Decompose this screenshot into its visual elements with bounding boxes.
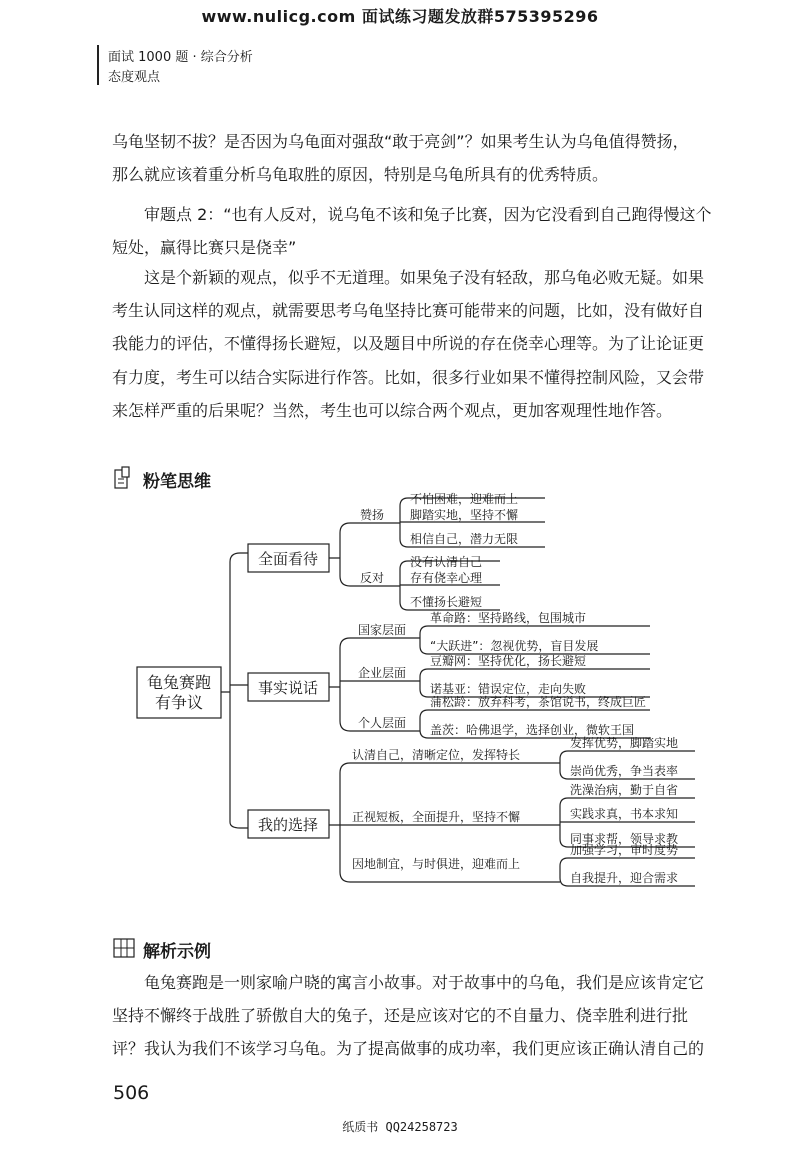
mindmap-branch1-label: 全面看待 (257, 550, 319, 568)
body-line: 有力度，考生可以结合实际进行作答。比如，很多行业如果不懂得控制风险，又会带 (112, 368, 705, 387)
mindmap-sub-label: 因地制宜，与时俱进，迎难而上 (352, 857, 521, 871)
analysis-grid-icon (113, 938, 135, 962)
mindmap-sub-label: 国家层面 (357, 623, 407, 637)
chapter-title: 态度观点 (108, 70, 161, 85)
mindmap-leaf: 不怕困难，迎难而上 (410, 492, 519, 506)
mindmap-leaf: 洗澡治病，勤于自省 (570, 783, 679, 797)
body-line: 考生认同这样的观点，就需要思考乌龟坚持比赛可能带来的问题，比如，没有做好自 (112, 301, 705, 320)
mindmap-branch3-label: 我的选择 (257, 816, 319, 834)
mindmap-leaf: 革命路：坚持路线，包围城市 (430, 611, 587, 625)
mindmap-leaf: 自我提升，迎合需求 (570, 871, 679, 885)
mindmap-leaf: 豆瓣网：坚持优化，扬长避短 (430, 654, 587, 668)
body-line: 审题点 2：“也有人反对，说乌龟不该和兔子比赛，因为它没看到自己跑得慢这个 (144, 205, 712, 224)
mindmap-leaf: 脚踏实地，坚持不懈 (410, 508, 519, 522)
page-number: 506 (113, 1082, 150, 1104)
section-title-analysis: 解析示例 (143, 942, 211, 962)
body-line: 短处，赢得比赛只是侥幸” (112, 238, 297, 257)
mindmap-sub-label: 反对 (359, 571, 385, 585)
watermark-banner: www.nulicg.com 面试练习题发放群575395296 (201, 7, 599, 26)
mindmap-leaf: 崇尚优秀，争当表率 (570, 764, 679, 778)
mindmap-root-line1: 龟兔赛跑 (146, 673, 212, 692)
mindmap-root-line2: 有争议 (154, 693, 204, 712)
mindmap-leaf: 加强学习，审时度势 (570, 843, 679, 857)
body-line: 来怎样严重的后果呢？当然，考生也可以综合两个观点，更加客观理性地作答。 (112, 401, 673, 420)
mindmap-leaf: 蒲松龄：放弃科考，茶馆说书，终成巨匠 (430, 695, 647, 709)
mindmap-sub-label: 企业层面 (357, 666, 407, 680)
body-line: 那么就应该着重分析乌龟取胜的原因，特别是乌龟所具有的优秀特质。 (112, 165, 609, 184)
footer-text: 纸质书 QQ24258723 (342, 1120, 458, 1134)
section-title-mindmap: 粉笔思维 (143, 472, 211, 492)
analysis-line: 评？我认为我们不该学习乌龟。为了提高做事的成功率，我们更应该正确认清自己的 (112, 1039, 705, 1058)
mindmap-leaf: 不懂扬长避短 (410, 595, 483, 609)
mindmap-sub-label: 正视短板，全面提升，坚持不懈 (352, 810, 521, 824)
body-line: 我能力的评估，不懂得扬长避短，以及题目中所说的存在侥幸心理等。为了让论证更 (112, 334, 705, 353)
mindmap-branch2-label: 事实说话 (257, 679, 319, 697)
mindmap-leaf: 相信自己，潜力无限 (410, 532, 519, 546)
mindmap-leaf: 发挥优势，脚踏实地 (570, 736, 679, 750)
analysis-line: 坚持不懈终于战胜了骄傲自大的兔子，还是应该对它的不自量力、侥幸胜利进行批 (112, 1006, 689, 1025)
mindmap-leaf: 实践求真，书本求知 (570, 807, 679, 821)
mindmap-leaf: “大跃进”：忽视优势，盲目发展 (430, 639, 599, 653)
analysis-line: 龟兔赛跑是一则家喻户晓的寓言小故事。对于故事中的乌龟，我们是应该肯定它 (144, 973, 705, 992)
mindmap-leaf: 同事求帮，领导求教 (570, 832, 679, 846)
mindmap-sub-label: 个人层面 (357, 716, 407, 730)
mindmap-leaf: 没有认清自己 (410, 555, 483, 569)
body-line: 这是个新颖的观点，似乎不无道理。如果兔子没有轻敌，那乌龟必败无疑。如果 (144, 268, 705, 287)
mindmap-leaf: 盖茨：哈佛退学，选择创业，微软王国 (430, 723, 635, 737)
book-title: 面试 1000 题 · 综合分析 (108, 50, 253, 65)
mindmap-sub-label: 赞扬 (359, 508, 385, 522)
body-line: 乌龟坚韧不拔？是否因为乌龟面对强敌“敢于亮剑”？如果考生认为乌龟值得赞扬， (112, 132, 689, 151)
mindmap-leaf: 诺基亚：错误定位，走向失败 (430, 682, 587, 696)
mindmap-leaf: 存有侥幸心理 (410, 571, 483, 585)
mindmap-sub-label: 认清自己，清晰定位，发挥特长 (352, 748, 521, 762)
